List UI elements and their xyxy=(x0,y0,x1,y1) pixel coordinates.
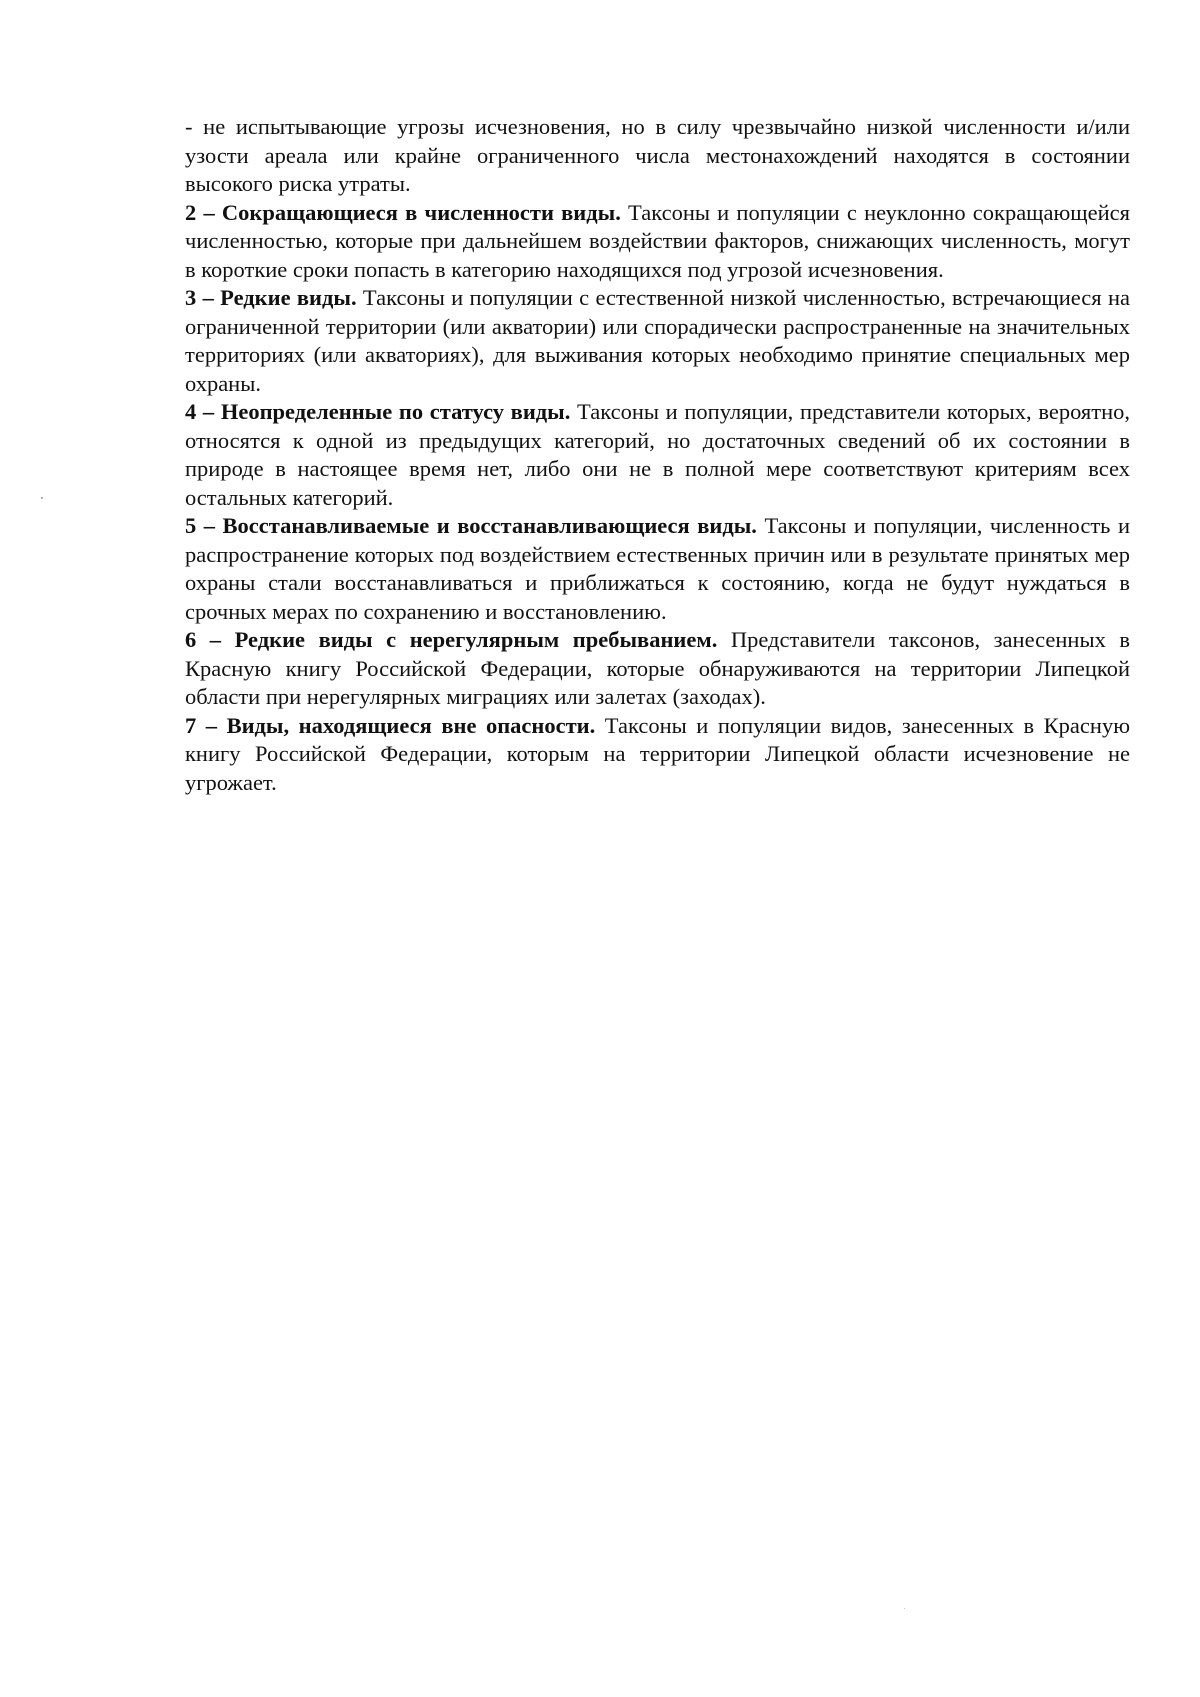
category-description: Таксоны и популяции с естественной низкой численностью, встречающиеся на ограниченной территории (или акватории) или спорадически распространенные на значительных территориях (или акваториях), для выживания которых необходимо принятие специальных мер охраны. xyxy=(185,285,1130,396)
category-paragraph-4 xyxy=(185,398,1130,512)
category-paragraph-5 xyxy=(185,512,1130,626)
category-paragraph-6 xyxy=(185,626,1130,712)
category-term: 4 – Неопределенные по статусу виды. xyxy=(185,399,571,424)
category-paragraph-3 xyxy=(185,284,1130,398)
category-description: Таксоны и популяции, численность и распространение которых под воздействием естественных причин или в результате принятых мер охраны стали восстанавливаться и приближаться к состоянию, когда не будут нуждаться в срочных мерах по сохранению и восстановлению. xyxy=(185,513,1130,624)
scan-speck xyxy=(904,1608,905,1609)
category-description: Таксоны и популяции с неуклонно сокращающейся численностью, которые при дальнейшем воздействии факторов, снижающих численность, могут в короткие сроки попасть в категорию находящихся под угрозой исчезновения. xyxy=(185,199,1130,282)
category-paragraph-2 xyxy=(185,199,1130,285)
category-term: 5 – Восстанавливаемые и восстанавливающиеся виды. xyxy=(185,513,757,538)
category-paragraph-7 xyxy=(185,712,1130,798)
intro-paragraph: - не испытывающие угрозы исчезновения, но в силу чрезвычайно низкой численности и/или узости ареала или крайне ограниченного числа местонахождений находятся в состоянии высокого риска утраты. xyxy=(185,114,1130,196)
category-description: Таксоны и популяции видов, занесенных в Красную книгу Российской Федерации, которым на территории Липецкой области исчезновение не угрожает. xyxy=(185,712,1130,795)
category-term: 6 – Редкие виды с нерегулярным пребыванием. xyxy=(185,627,718,652)
category-term: 2 – Сокращающиеся в численности виды. xyxy=(185,199,621,225)
category-description: Таксоны и популяции, представители которых, вероятно, относятся к одной из предыдущих категорий, но достаточных сведений об их состоянии в природе в настоящее время нет, либо они не в полной мере соответствуют критериям всех остальных категорий. xyxy=(185,399,1130,510)
scan-speck xyxy=(41,497,43,499)
category-description: Представители таксонов, занесенных в Красную книгу Российской Федерации, которые обнаруживаются на территории Липецкой области при нерегулярных миграциях или залетах (заходах). xyxy=(185,627,1130,709)
category-term: 3 – Редкие виды. xyxy=(185,285,357,310)
category-term: 7 – Виды, находящиеся вне опасности. xyxy=(185,712,596,738)
document-body xyxy=(185,113,1130,797)
